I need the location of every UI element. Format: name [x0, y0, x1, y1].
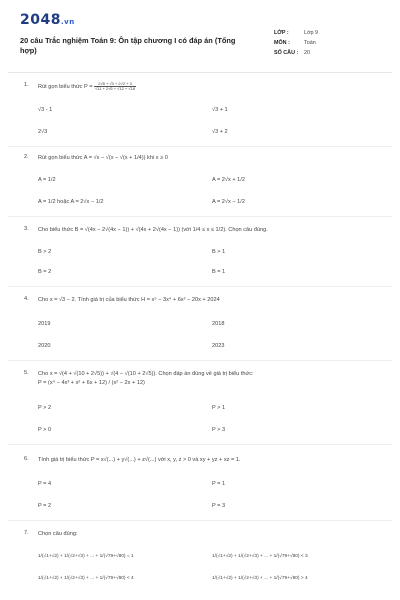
- answer-option-b[interactable]: A = 2√x + 1/2: [212, 177, 245, 183]
- question-divider: [8, 520, 392, 521]
- question-divider: [8, 444, 392, 445]
- answer-option-d[interactable]: A = 2√x − 1/2: [212, 199, 245, 205]
- answer-option-a[interactable]: P = 4: [38, 481, 52, 487]
- answer-option-d[interactable]: 2023: [212, 343, 225, 349]
- answer-option-d[interactable]: P = 3: [212, 503, 226, 509]
- question-stem: Cho biểu thức B = √(4x − 2√(4x − 1)) + √(4x + 2√(4x − 1)) (với 1/4 ≤ x ≤ 1/2). Chọn câu đúng.: [38, 227, 268, 233]
- answer-option-a[interactable]: 2019: [38, 321, 51, 327]
- meta-row-grade: LỚP : Lớp 9: [274, 30, 319, 36]
- question-number: 1.: [24, 82, 29, 88]
- question-divider: [8, 146, 392, 147]
- meta-row-subject: MÔN : Toán: [274, 40, 316, 46]
- answer-option-a[interactable]: B > 2: [38, 249, 52, 255]
- answer-option-c[interactable]: 2020: [38, 343, 51, 349]
- question-stem: Tính giá trị biểu thức P = x√(...) + y√(...) + z√(...) với x, y, z > 0 và xy + yz + xz = 1.: [38, 457, 241, 463]
- answer-option-c[interactable]: B = 2: [38, 269, 52, 275]
- question-number: 6.: [24, 456, 29, 462]
- formula-fraction: $\frac{2√8 + √3 + 2√2 + 3}{√11 + 2√6 + √12 + √18}$: [95, 81, 136, 91]
- question-stem: Cho x = √(4 + √(10 + 2√5)) + √(4 − √(10 + 2√5)). Chọn đáp án đúng về giá trị biểu thức: P = (x⁴ − 4x³ + x² + 6x + 12) / (x² − 2x + 12): [38, 371, 254, 386]
- question-stem: Rút gọn biểu thức P = $\frac{2√8 + √3 + 2√2 + 3}{√11 + 2√6 + √12 + √18}$: [38, 81, 136, 91]
- answer-option-a[interactable]: √3 - 1: [38, 107, 53, 113]
- answer-option-d[interactable]: P > 3: [212, 427, 226, 433]
- question-number: 3.: [24, 226, 29, 232]
- answer-option-c[interactable]: A = 1/2 hoặc A = 2√x − 1/2: [38, 199, 104, 205]
- question-divider: [8, 360, 392, 361]
- answer-option-c[interactable]: 1/(√1+√2) + 1/(√2+√3) + ... + 1/(√79+√80) < 4: [38, 576, 134, 581]
- question-number: 4.: [24, 296, 29, 302]
- question-number: 7.: [24, 530, 29, 536]
- answer-option-b[interactable]: B > 1: [212, 249, 226, 255]
- question-number: 2.: [24, 154, 29, 160]
- meta-row-count: SỐ CÂU : 20: [274, 50, 310, 56]
- question-stem: Cho x = √3 − 2. Tính giá trị của biểu thức H = x⁵ − 3x⁴ + 6x² − 20x + 2024: [38, 297, 220, 303]
- answer-option-b[interactable]: 2018: [212, 321, 225, 327]
- question-stem: Rút gọn biểu thức A = √x − √(x − √(x + 1/4)) khi x ≥ 0: [38, 155, 168, 161]
- answer-option-c[interactable]: 2√3: [38, 129, 48, 135]
- question-stem: Chọn câu đúng:: [38, 531, 78, 537]
- header: [20, 12, 380, 58]
- question-number: 5.: [24, 370, 29, 376]
- answer-option-b[interactable]: P > 1: [212, 405, 226, 411]
- answer-option-b[interactable]: √3 + 1: [212, 107, 228, 113]
- answer-option-a[interactable]: A = 1/2: [38, 177, 56, 183]
- answer-option-d[interactable]: B = 1: [212, 269, 226, 275]
- answer-option-c[interactable]: P = 2: [38, 503, 52, 509]
- question-formula: P = (x⁴ − 4x³ + x² + 6x + 12) / (x² − 2x + 12): [38, 380, 145, 386]
- site-logo[interactable]: 2048.vn: [20, 12, 75, 28]
- question-divider: [8, 216, 392, 217]
- page-title: 20 câu Trắc nghiệm Toán 9: Ôn tập chương I có đáp án (Tổng hợp): [20, 36, 236, 55]
- answer-option-a[interactable]: 1/(√1+√2) + 1/(√2+√3) + ... + 1/(√79+√80) = 1: [38, 554, 134, 559]
- header-divider: [8, 72, 392, 73]
- answer-option-d[interactable]: 1/(√1+√2) + 1/(√2+√3) + ... + 1/(√79+√80) > 4: [212, 576, 308, 581]
- answer-option-d[interactable]: √3 + 2: [212, 129, 228, 135]
- answer-option-a[interactable]: P > 2: [38, 405, 52, 411]
- answer-option-b[interactable]: 1/(√1+√2) + 1/(√2+√3) + ... + 1/(√79+√80) < 3: [212, 554, 308, 559]
- meta-info: [274, 28, 318, 58]
- answer-option-c[interactable]: P > 0: [38, 427, 52, 433]
- answer-option-b[interactable]: P = 1: [212, 481, 226, 487]
- question-divider: [8, 286, 392, 287]
